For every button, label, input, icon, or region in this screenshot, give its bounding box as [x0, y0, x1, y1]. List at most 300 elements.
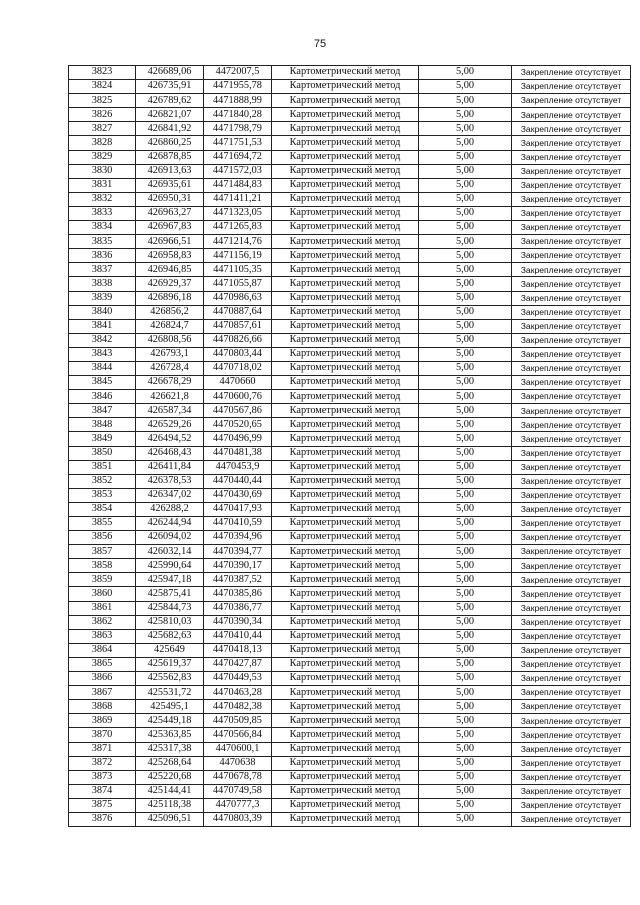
- accuracy-cell: 5,00: [419, 249, 512, 263]
- y-coordinate-cell: 4472007,5: [204, 66, 272, 80]
- method-cell: Картометрический метод: [272, 573, 419, 587]
- point-number-cell: 3869: [69, 714, 136, 728]
- x-coordinate-cell: 425649: [136, 643, 204, 657]
- x-coordinate-cell: 426821,07: [136, 108, 204, 122]
- accuracy-cell: 5,00: [419, 812, 512, 826]
- fixing-cell: Закрепление отсутствует: [512, 277, 631, 291]
- fixing-cell: Закрепление отсутствует: [512, 404, 631, 418]
- accuracy-cell: 5,00: [419, 178, 512, 192]
- accuracy-cell: 5,00: [419, 770, 512, 784]
- accuracy-cell: 5,00: [419, 347, 512, 361]
- x-coordinate-cell: 425220,68: [136, 770, 204, 784]
- fixing-cell: Закрепление отсутствует: [512, 784, 631, 798]
- accuracy-cell: 5,00: [419, 263, 512, 277]
- table-row: [69, 108, 631, 122]
- method-cell: Картометрический метод: [272, 559, 419, 573]
- point-number-cell: 3866: [69, 672, 136, 686]
- accuracy-cell: 5,00: [419, 629, 512, 643]
- fixing-cell: Закрепление отсутствует: [512, 700, 631, 714]
- x-coordinate-cell: 425682,63: [136, 629, 204, 643]
- table-row: [69, 94, 631, 108]
- x-coordinate-cell: 426494,52: [136, 432, 204, 446]
- x-coordinate-cell: 426094,02: [136, 531, 204, 545]
- table-row: [69, 347, 631, 361]
- table-row: [69, 657, 631, 671]
- y-coordinate-cell: 4470410,44: [204, 629, 272, 643]
- fixing-cell: Закрепление отсутствует: [512, 798, 631, 812]
- point-number-cell: 3870: [69, 728, 136, 742]
- accuracy-cell: 5,00: [419, 122, 512, 136]
- accuracy-cell: 5,00: [419, 545, 512, 559]
- point-number-cell: 3855: [69, 517, 136, 531]
- x-coordinate-cell: 426411,84: [136, 460, 204, 474]
- accuracy-cell: 5,00: [419, 376, 512, 390]
- x-coordinate-cell: 426966,51: [136, 235, 204, 249]
- method-cell: Картометрический метод: [272, 672, 419, 686]
- y-coordinate-cell: 4471484,83: [204, 178, 272, 192]
- fixing-cell: Закрепление отсутствует: [512, 418, 631, 432]
- y-coordinate-cell: 4470986,63: [204, 291, 272, 305]
- y-coordinate-cell: 4471888,99: [204, 94, 272, 108]
- accuracy-cell: 5,00: [419, 94, 512, 108]
- y-coordinate-cell: 4471572,03: [204, 164, 272, 178]
- accuracy-cell: 5,00: [419, 531, 512, 545]
- point-number-cell: 3868: [69, 700, 136, 714]
- method-cell: Картометрический метод: [272, 418, 419, 432]
- point-number-cell: 3858: [69, 559, 136, 573]
- table-row: [69, 150, 631, 164]
- point-number-cell: 3826: [69, 108, 136, 122]
- table-row: [69, 728, 631, 742]
- method-cell: Картометрический метод: [272, 291, 419, 305]
- x-coordinate-cell: 425562,83: [136, 672, 204, 686]
- point-number-cell: 3829: [69, 150, 136, 164]
- table-row: [69, 206, 631, 220]
- method-cell: Картометрический метод: [272, 615, 419, 629]
- x-coordinate-cell: 426958,83: [136, 249, 204, 263]
- table-row: [69, 502, 631, 516]
- point-number-cell: 3845: [69, 376, 136, 390]
- point-number-cell: 3828: [69, 136, 136, 150]
- accuracy-cell: 5,00: [419, 221, 512, 235]
- method-cell: Картометрический метод: [272, 361, 419, 375]
- table-row: [69, 531, 631, 545]
- method-cell: Картометрический метод: [272, 390, 419, 404]
- table-row: [69, 305, 631, 319]
- y-coordinate-cell: 4470394,96: [204, 531, 272, 545]
- table-row: [69, 164, 631, 178]
- point-number-cell: 3876: [69, 812, 136, 826]
- accuracy-cell: 5,00: [419, 80, 512, 94]
- y-coordinate-cell: 4470567,86: [204, 404, 272, 418]
- x-coordinate-cell: 426244,94: [136, 517, 204, 531]
- accuracy-cell: 5,00: [419, 798, 512, 812]
- accuracy-cell: 5,00: [419, 559, 512, 573]
- accuracy-cell: 5,00: [419, 601, 512, 615]
- x-coordinate-cell: 426860,25: [136, 136, 204, 150]
- fixing-cell: Закрепление отсутствует: [512, 601, 631, 615]
- x-coordinate-cell: 426896,18: [136, 291, 204, 305]
- table-row: [69, 404, 631, 418]
- table-row: [69, 390, 631, 404]
- method-cell: Картометрический метод: [272, 376, 419, 390]
- table-row: [69, 559, 631, 573]
- table-row: [69, 573, 631, 587]
- fixing-cell: Закрепление отсутствует: [512, 80, 631, 94]
- fixing-cell: Закрепление отсутствует: [512, 249, 631, 263]
- accuracy-cell: 5,00: [419, 573, 512, 587]
- accuracy-cell: 5,00: [419, 432, 512, 446]
- point-number-cell: 3846: [69, 390, 136, 404]
- fixing-cell: Закрепление отсутствует: [512, 559, 631, 573]
- point-number-cell: 3849: [69, 432, 136, 446]
- accuracy-cell: 5,00: [419, 418, 512, 432]
- table-row: [69, 474, 631, 488]
- method-cell: Картометрический метод: [272, 784, 419, 798]
- point-number-cell: 3842: [69, 333, 136, 347]
- fixing-cell: Закрепление отсутствует: [512, 812, 631, 826]
- method-cell: Картометрический метод: [272, 404, 419, 418]
- method-cell: Картометрический метод: [272, 714, 419, 728]
- table-row: [69, 221, 631, 235]
- x-coordinate-cell: 425947,18: [136, 573, 204, 587]
- table-row: [69, 770, 631, 784]
- y-coordinate-cell: 4470427,87: [204, 657, 272, 671]
- accuracy-cell: 5,00: [419, 108, 512, 122]
- table-row: [69, 545, 631, 559]
- fixing-cell: Закрепление отсутствует: [512, 390, 631, 404]
- fixing-cell: Закрепление отсутствует: [512, 432, 631, 446]
- x-coordinate-cell: 426878,85: [136, 150, 204, 164]
- y-coordinate-cell: 4470520,65: [204, 418, 272, 432]
- page-number: 75: [313, 38, 327, 50]
- y-coordinate-cell: 4470660: [204, 376, 272, 390]
- accuracy-cell: 5,00: [419, 643, 512, 657]
- method-cell: Картометрический метод: [272, 122, 419, 136]
- y-coordinate-cell: 4471798,79: [204, 122, 272, 136]
- y-coordinate-cell: 4470887,64: [204, 305, 272, 319]
- point-number-cell: 3838: [69, 277, 136, 291]
- y-coordinate-cell: 4471840,28: [204, 108, 272, 122]
- method-cell: Картометрический метод: [272, 263, 419, 277]
- x-coordinate-cell: 426946,85: [136, 263, 204, 277]
- coordinates-table-body: [69, 66, 631, 827]
- method-cell: Картометрический метод: [272, 657, 419, 671]
- fixing-cell: Закрепление отсутствует: [512, 517, 631, 531]
- x-coordinate-cell: 425495,1: [136, 700, 204, 714]
- x-coordinate-cell: 426793,1: [136, 347, 204, 361]
- y-coordinate-cell: 4470387,52: [204, 573, 272, 587]
- accuracy-cell: 5,00: [419, 390, 512, 404]
- method-cell: Картометрический метод: [272, 432, 419, 446]
- accuracy-cell: 5,00: [419, 700, 512, 714]
- point-number-cell: 3863: [69, 629, 136, 643]
- y-coordinate-cell: 4470463,28: [204, 686, 272, 700]
- fixing-cell: Закрепление отсутствует: [512, 192, 631, 206]
- fixing-cell: Закрепление отсутствует: [512, 305, 631, 319]
- method-cell: Картометрический метод: [272, 235, 419, 249]
- fixing-cell: Закрепление отсутствует: [512, 502, 631, 516]
- accuracy-cell: 5,00: [419, 657, 512, 671]
- accuracy-cell: 5,00: [419, 784, 512, 798]
- method-cell: Картометрический метод: [272, 517, 419, 531]
- method-cell: Картометрический метод: [272, 108, 419, 122]
- y-coordinate-cell: 4470826,66: [204, 333, 272, 347]
- point-number-cell: 3847: [69, 404, 136, 418]
- point-number-cell: 3833: [69, 206, 136, 220]
- fixing-cell: Закрепление отсутствует: [512, 615, 631, 629]
- accuracy-cell: 5,00: [419, 714, 512, 728]
- y-coordinate-cell: 4471955,78: [204, 80, 272, 94]
- accuracy-cell: 5,00: [419, 742, 512, 756]
- fixing-cell: Закрепление отсутствует: [512, 474, 631, 488]
- method-cell: Картометрический метод: [272, 812, 419, 826]
- point-number-cell: 3859: [69, 573, 136, 587]
- table-row: [69, 587, 631, 601]
- fixing-cell: Закрепление отсутствует: [512, 136, 631, 150]
- x-coordinate-cell: 425317,38: [136, 742, 204, 756]
- y-coordinate-cell: 4470509,85: [204, 714, 272, 728]
- table-row: [69, 629, 631, 643]
- x-coordinate-cell: 425844,73: [136, 601, 204, 615]
- accuracy-cell: 5,00: [419, 206, 512, 220]
- y-coordinate-cell: 4470482,38: [204, 700, 272, 714]
- point-number-cell: 3865: [69, 657, 136, 671]
- y-coordinate-cell: 4470410,59: [204, 517, 272, 531]
- table-row: [69, 756, 631, 770]
- y-coordinate-cell: 4470385,86: [204, 587, 272, 601]
- table-row: [69, 136, 631, 150]
- point-number-cell: 3848: [69, 418, 136, 432]
- accuracy-cell: 5,00: [419, 277, 512, 291]
- accuracy-cell: 5,00: [419, 460, 512, 474]
- fixing-cell: Закрепление отсутствует: [512, 108, 631, 122]
- x-coordinate-cell: 426950,31: [136, 192, 204, 206]
- x-coordinate-cell: 425096,51: [136, 812, 204, 826]
- point-number-cell: 3834: [69, 221, 136, 235]
- x-coordinate-cell: 425810,03: [136, 615, 204, 629]
- y-coordinate-cell: 4470638: [204, 756, 272, 770]
- accuracy-cell: 5,00: [419, 756, 512, 770]
- y-coordinate-cell: 4470678,78: [204, 770, 272, 784]
- y-coordinate-cell: 4471411,21: [204, 192, 272, 206]
- fixing-cell: Закрепление отсутствует: [512, 94, 631, 108]
- table-row: [69, 672, 631, 686]
- method-cell: Картометрический метод: [272, 333, 419, 347]
- table-row: [69, 643, 631, 657]
- x-coordinate-cell: 426378,53: [136, 474, 204, 488]
- y-coordinate-cell: 4471105,35: [204, 263, 272, 277]
- y-coordinate-cell: 4470418,13: [204, 643, 272, 657]
- point-number-cell: 3823: [69, 66, 136, 80]
- accuracy-cell: 5,00: [419, 502, 512, 516]
- method-cell: Картометрический метод: [272, 319, 419, 333]
- point-number-cell: 3851: [69, 460, 136, 474]
- fixing-cell: Закрепление отсутствует: [512, 531, 631, 545]
- point-number-cell: 3875: [69, 798, 136, 812]
- fixing-cell: Закрепление отсутствует: [512, 446, 631, 460]
- method-cell: Картометрический метод: [272, 686, 419, 700]
- accuracy-cell: 5,00: [419, 672, 512, 686]
- fixing-cell: Закрепление отсутствует: [512, 122, 631, 136]
- point-number-cell: 3830: [69, 164, 136, 178]
- table-row: [69, 418, 631, 432]
- x-coordinate-cell: 426856,2: [136, 305, 204, 319]
- x-coordinate-cell: 426587,34: [136, 404, 204, 418]
- fixing-cell: Закрепление отсутствует: [512, 770, 631, 784]
- table-row: [69, 291, 631, 305]
- y-coordinate-cell: 4470803,39: [204, 812, 272, 826]
- y-coordinate-cell: 4470600,1: [204, 742, 272, 756]
- point-number-cell: 3850: [69, 446, 136, 460]
- fixing-cell: Закрепление отсутствует: [512, 66, 631, 80]
- point-number-cell: 3825: [69, 94, 136, 108]
- point-number-cell: 3843: [69, 347, 136, 361]
- accuracy-cell: 5,00: [419, 291, 512, 305]
- method-cell: Картометрический метод: [272, 700, 419, 714]
- method-cell: Картометрический метод: [272, 601, 419, 615]
- method-cell: Картометрический метод: [272, 66, 419, 80]
- accuracy-cell: 5,00: [419, 333, 512, 347]
- fixing-cell: Закрепление отсутствует: [512, 756, 631, 770]
- fixing-cell: Закрепление отсутствует: [512, 488, 631, 502]
- method-cell: Картометрический метод: [272, 305, 419, 319]
- x-coordinate-cell: 426347,02: [136, 488, 204, 502]
- x-coordinate-cell: 426689,06: [136, 66, 204, 80]
- x-coordinate-cell: 425990,64: [136, 559, 204, 573]
- point-number-cell: 3836: [69, 249, 136, 263]
- y-coordinate-cell: 4470566,84: [204, 728, 272, 742]
- x-coordinate-cell: 426929,37: [136, 277, 204, 291]
- method-cell: Картометрический метод: [272, 629, 419, 643]
- table-row: [69, 700, 631, 714]
- accuracy-cell: 5,00: [419, 136, 512, 150]
- y-coordinate-cell: 4471156,19: [204, 249, 272, 263]
- method-cell: Картометрический метод: [272, 474, 419, 488]
- method-cell: Картометрический метод: [272, 150, 419, 164]
- y-coordinate-cell: 4471214,76: [204, 235, 272, 249]
- y-coordinate-cell: 4470449,53: [204, 672, 272, 686]
- method-cell: Картометрический метод: [272, 756, 419, 770]
- point-number-cell: 3856: [69, 531, 136, 545]
- table-row: [69, 376, 631, 390]
- y-coordinate-cell: 4470718,02: [204, 361, 272, 375]
- y-coordinate-cell: 4470440,44: [204, 474, 272, 488]
- table-row: [69, 122, 631, 136]
- accuracy-cell: 5,00: [419, 404, 512, 418]
- method-cell: Картометрический метод: [272, 798, 419, 812]
- x-coordinate-cell: 426288,2: [136, 502, 204, 516]
- method-cell: Картометрический метод: [272, 164, 419, 178]
- coordinates-table: [68, 65, 631, 827]
- fixing-cell: Закрепление отсутствует: [512, 347, 631, 361]
- y-coordinate-cell: 4470453,9: [204, 460, 272, 474]
- x-coordinate-cell: 426621,8: [136, 390, 204, 404]
- y-coordinate-cell: 4471694,72: [204, 150, 272, 164]
- fixing-cell: Закрепление отсутствует: [512, 587, 631, 601]
- table-row: [69, 192, 631, 206]
- accuracy-cell: 5,00: [419, 305, 512, 319]
- x-coordinate-cell: 426913,63: [136, 164, 204, 178]
- table-row: [69, 460, 631, 474]
- accuracy-cell: 5,00: [419, 66, 512, 80]
- point-number-cell: 3853: [69, 488, 136, 502]
- accuracy-cell: 5,00: [419, 517, 512, 531]
- table-row: [69, 66, 631, 80]
- fixing-cell: Закрепление отсутствует: [512, 319, 631, 333]
- x-coordinate-cell: 425268,64: [136, 756, 204, 770]
- x-coordinate-cell: 425875,41: [136, 587, 204, 601]
- accuracy-cell: 5,00: [419, 474, 512, 488]
- method-cell: Картометрический метод: [272, 742, 419, 756]
- y-coordinate-cell: 4470749,58: [204, 784, 272, 798]
- fixing-cell: Закрепление отсутствует: [512, 291, 631, 305]
- table-row: [69, 249, 631, 263]
- table-row: [69, 235, 631, 249]
- y-coordinate-cell: 4470777,3: [204, 798, 272, 812]
- y-coordinate-cell: 4470600,76: [204, 390, 272, 404]
- x-coordinate-cell: 426468,43: [136, 446, 204, 460]
- x-coordinate-cell: 425363,85: [136, 728, 204, 742]
- y-coordinate-cell: 4471751,53: [204, 136, 272, 150]
- point-number-cell: 3832: [69, 192, 136, 206]
- fixing-cell: Закрепление отсутствует: [512, 333, 631, 347]
- table-row: [69, 686, 631, 700]
- x-coordinate-cell: 426824,7: [136, 319, 204, 333]
- x-coordinate-cell: 425619,37: [136, 657, 204, 671]
- y-coordinate-cell: 4471055,87: [204, 277, 272, 291]
- point-number-cell: 3852: [69, 474, 136, 488]
- fixing-cell: Закрепление отсутствует: [512, 361, 631, 375]
- y-coordinate-cell: 4470390,17: [204, 559, 272, 573]
- point-number-cell: 3857: [69, 545, 136, 559]
- table-row: [69, 277, 631, 291]
- y-coordinate-cell: 4470394,77: [204, 545, 272, 559]
- point-number-cell: 3874: [69, 784, 136, 798]
- x-coordinate-cell: 426963,27: [136, 206, 204, 220]
- x-coordinate-cell: 425531,72: [136, 686, 204, 700]
- fixing-cell: Закрепление отсутствует: [512, 742, 631, 756]
- method-cell: Картометрический метод: [272, 94, 419, 108]
- fixing-cell: Закрепление отсутствует: [512, 235, 631, 249]
- fixing-cell: Закрепление отсутствует: [512, 728, 631, 742]
- x-coordinate-cell: 426935,61: [136, 178, 204, 192]
- table-row: [69, 333, 631, 347]
- method-cell: Картометрический метод: [272, 446, 419, 460]
- point-number-cell: 3831: [69, 178, 136, 192]
- y-coordinate-cell: 4470481,38: [204, 446, 272, 460]
- table-row: [69, 517, 631, 531]
- point-number-cell: 3872: [69, 756, 136, 770]
- table-row: [69, 488, 631, 502]
- fixing-cell: Закрепление отсутствует: [512, 686, 631, 700]
- table-row: [69, 601, 631, 615]
- y-coordinate-cell: 4471323,05: [204, 206, 272, 220]
- fixing-cell: Закрепление отсутствует: [512, 221, 631, 235]
- accuracy-cell: 5,00: [419, 728, 512, 742]
- x-coordinate-cell: 426967,83: [136, 221, 204, 235]
- point-number-cell: 3860: [69, 587, 136, 601]
- method-cell: Картометрический метод: [272, 728, 419, 742]
- fixing-cell: Закрепление отсутствует: [512, 657, 631, 671]
- x-coordinate-cell: 426529,26: [136, 418, 204, 432]
- method-cell: Картометрический метод: [272, 545, 419, 559]
- method-cell: Картометрический метод: [272, 80, 419, 94]
- method-cell: Картометрический метод: [272, 249, 419, 263]
- x-coordinate-cell: 425118,38: [136, 798, 204, 812]
- y-coordinate-cell: 4470857,61: [204, 319, 272, 333]
- y-coordinate-cell: 4470803,44: [204, 347, 272, 361]
